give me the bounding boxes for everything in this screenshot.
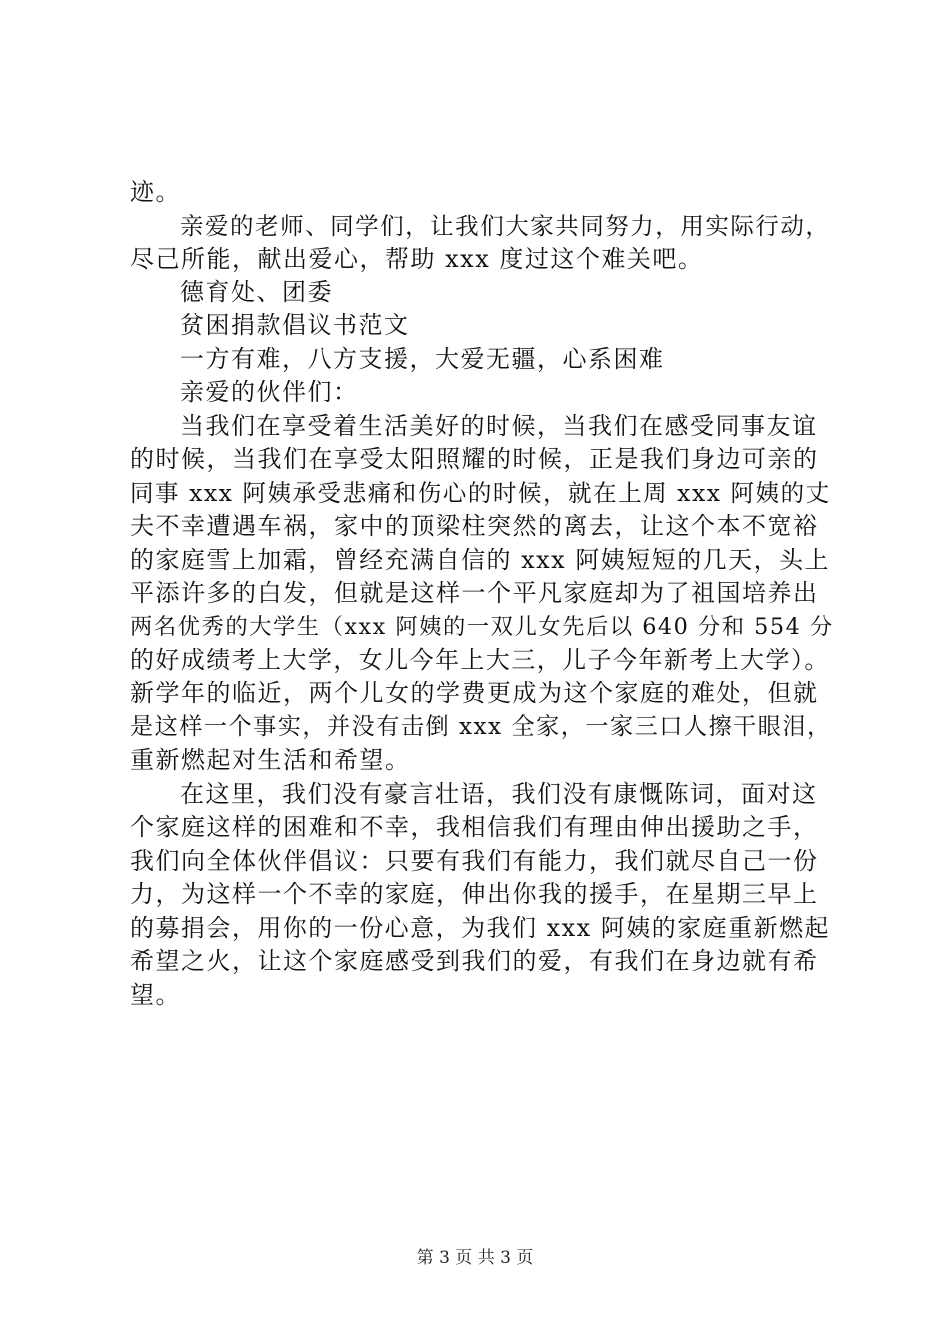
text-line: 亲爱的伙伴们： xyxy=(180,378,359,406)
text-line: 是这样一个事实，并没有击倒 xxx 全家，一家三口人擦干眼泪， xyxy=(130,714,832,740)
text-line: 亲爱的老师、同学们，让我们大家共同努力，用实际行动， xyxy=(180,212,831,240)
text-line: 一方有难，八方支援，大爱无疆，心系困难 xyxy=(180,345,665,373)
text-line: 重新燃起对生活和希望。 xyxy=(130,746,411,774)
text-line: 的募捐会，用你的一份心意，为我们 xxx 阿姨的家庭重新燃起 xyxy=(130,914,831,942)
text-line: 德育处、团委 xyxy=(180,278,333,306)
text-line: 望。 xyxy=(130,981,181,1009)
text-line: 平添许多的白发，但就是这样一个平凡家庭却为了祖国培养出 xyxy=(130,579,819,607)
text-line: 尽己所能，献出爱心，帮助 xxx 度过这个难关吧。 xyxy=(130,245,704,273)
text-line: 新学年的临近，两个儿女的学费更成为这个家庭的难处，但就 xyxy=(130,679,819,707)
text-line: 希望之火，让这个家庭感受到我们的爱，有我们在身边就有希 xyxy=(130,947,819,975)
text-line: 贫困捐款倡议书范文 xyxy=(180,311,410,339)
text-line: 的时候，当我们在享受太阳照耀的时候，正是我们身边可亲的 xyxy=(130,445,819,473)
text-line: 的好成绩考上大学，女儿今年上大三，儿子今年新考上大学）。 xyxy=(130,646,830,674)
text-line: 在这里，我们没有豪言壮语，我们没有康慨陈词，面对这 xyxy=(180,780,818,808)
text-line: 夫不幸遭遇车祸，家中的顶梁柱突然的离去，让这个本不宽裕 xyxy=(130,512,819,540)
text-line: 力，为这样一个不幸的家庭，伸出你我的援手，在星期三早上 xyxy=(130,880,819,908)
text-line: 迹。 xyxy=(130,178,181,206)
text-line: 当我们在享受着生活美好的时候，当我们在感受同事友谊 xyxy=(180,412,818,440)
text-line: 的家庭雪上加霜，曾经充满自信的 xxx 阿姨短短的几天，头上 xyxy=(130,546,831,574)
text-line: 个家庭这样的困难和不幸，我相信我们有理由伸出援助之手， xyxy=(130,813,819,841)
text-line: 同事 xxx 阿姨承受悲痛和伤心的时候，就在上周 xxx 阿姨的丈 xyxy=(130,479,831,507)
page-number-footer: 第 3 页 共 3 页 xyxy=(416,1248,534,1268)
text-line: 我们向全体伙伴倡议：只要有我们有能力，我们就尽自己一份 xyxy=(130,847,819,875)
text-line: 两名优秀的大学生（xxx 阿姨的一双儿女先后以 640 分和 554 分 xyxy=(130,614,834,640)
